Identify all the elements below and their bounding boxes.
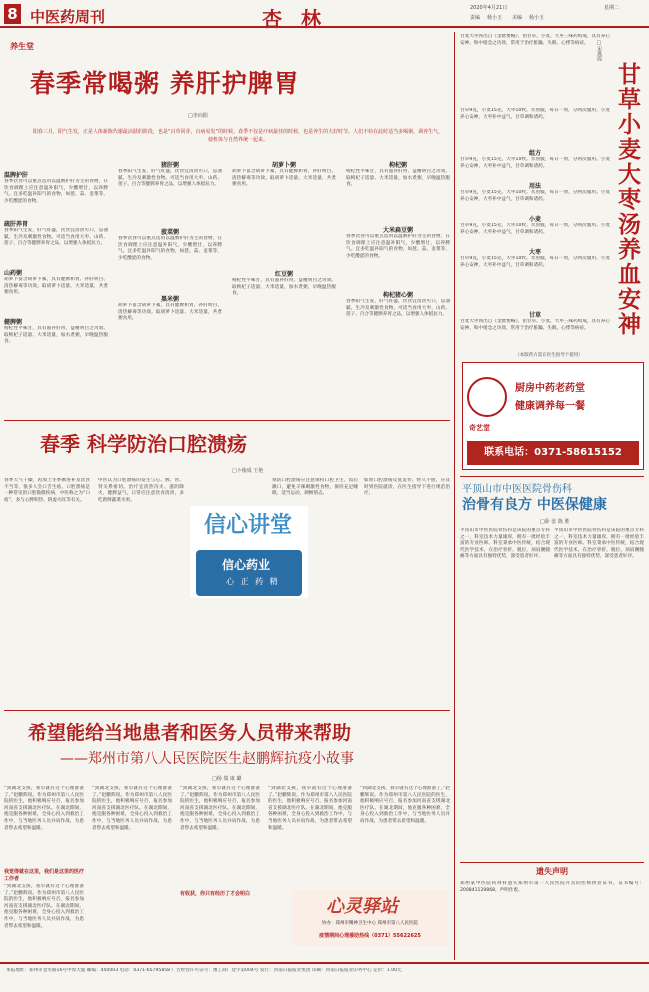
article1-col1-head1: 温脾护肝 [4,172,29,179]
notice [460,866,644,956]
article4-byline: □宋燕霞 [596,40,602,61]
hospital-logo-icon [467,377,507,417]
article1-col2-head3: 黑米粥 [160,296,179,303]
divider-4 [460,862,644,863]
article1-col2-head1: 猪肝粥 [160,162,179,169]
article1-title: 春季常喝粥 养肝护脾胃 [30,69,300,98]
hospital-logo-text: 奇艺堂 [469,424,490,432]
xinzhi-ad-brand: 信心药业 [222,558,271,572]
article1-col1-head2: 疏肝养胃 [4,221,29,228]
article1-col2-text2: 春季饮食可以重点选用以温脾护肝为主的食物，在饮食调理上应注意温补阳气，少酸增甘，以养脾气。宜多吃温补阳气的食物，如葱、蒜、韭菜等，少吃酸涩的食物。 [118,236,222,261]
article1-col4-head2: 大米扁豆粥 [382,227,413,234]
article4-intro: 甘麦大枣汤出自《金匮要略》，由甘草、小麦、大枣三味药组成，具有养心安神、和中缓急之功效，常用于治疗脏躁、失眠、心悸等病症。 [460,34,610,46]
article4-recipe-head2: 用法 [528,183,541,190]
article1-col2-text3: 胡萝卜富含胡萝卜素，具有健脾和胃、补肝明目、清热解毒等功效。取胡萝卜适量、大米适量，共煮粥食用。 [118,303,222,322]
article2-col2: 中医认为口腔溃疡的发生与心、脾、胃、肾关系密切。治疗宜清热泻火、滋阴降火、健脾益气。日常应注意饮食清淡，多吃新鲜蔬菜水果。 [98,478,184,503]
article1-col4 [346,160,450,410]
article2-title: 春季 科学防治口腔溃疡 [40,432,247,456]
xinzhi-ad-main: 信心讲堂 [204,513,293,538]
notice-body: 郑州某中医院药剂科遗失郑州市第一人民医院开具的医师执业证书，证书编号：200841120868，声明作废。 [460,881,644,893]
article1-col4-head1: 枸杞粥 [388,162,407,169]
season-tag: 养生堂 [10,42,34,51]
article1-body [4,160,450,410]
article1-col3-head2: 红豆粥 [274,271,293,278]
article1-col1-head3: 山药粥 [4,270,23,277]
article4-recipe-head3: 小麦 [528,216,541,223]
article4-recipe-text4: 甘草9克，小麦15克，大枣10枚。水煎服，每日一剂，分两次服用。小麦养心安神，大枣补中益气，甘草调和诸药。 [460,223,610,235]
article1-col4-text2: 春季饮食可以重点选用以温脾护肝为主的食物，在饮食调理上应注意温补阳气，少酸增甘，以养脾气。宜多吃温补阳气的食物，如葱、蒜、韭菜等，少吃酸涩的食物。 [346,234,450,259]
article1-col4-text1: 枸杞性平味甘，具有滋补肝肾、益精明目之功效。取枸杞子适量、大米适量，加水煮粥，早晚温热服食。 [346,169,450,188]
divider-1 [4,420,450,421]
masthead: 杏 林 [262,7,327,31]
article1-col4-head3: 枸杞猪心粥 [382,292,413,299]
article2-col1: 春季天气干燥，再加上冬季刚进补及饮食不当等，很多人会口舌生疮。口腔溃疡是一种常见的口腔黏膜疾病，中医称之为“口疮”，多与心脾积热、阴虚火旺等有关。 [4,478,90,503]
article1-col4-text3: 春季阳气生发，肝气旺盛，饮食宜清淡可口，忌油腻、生冷及刺激性食物。可适当食用大枣、山药、莲子、百合等健脾养胃之品，以增强人体抵抗力。 [346,299,450,318]
article3-title: 希望能给当地患者和医务人员带来帮助 [28,722,352,744]
article1-lead: 阳春三月，阳气生发，正是人体新陈代谢最活跃的阶段，也是“百草回芽，百病易发”的时候。春季不仅是疗病最佳的时候，也是养生的大好时节。人们不妨在此时适当多喝粥，调养生气，使机体与自然界统一起来。 [32,129,444,143]
article4-recipe-text1: 甘草9克，小麦15克，大枣10枚。水煎服，每日一剂，分两次服用。小麦养心安神，大枣补中益气，甘草调和诸药。 [460,108,610,120]
article1-col2-head2: 菠菜粥 [160,229,179,236]
column-divider [454,32,455,960]
article5-col1: 平顶山市中医医院骨伤科是该院的重点专科之一，科室技术力量雄厚，拥有一批经验丰富的专业医师。科室秉承中医传统，结合现代医学技术，在治疗骨折、脱位、颈肩腰腿痛等方面具有独特优势，深受患者好评。 [460,528,550,560]
article5-body [460,528,644,858]
article5-byline: □卧 张 陈 胜 [540,519,570,525]
page-header [0,0,649,31]
article3-col5: “到湖北支援，我早就有这个心理准备了。”赵鹏辉说。作为郑州市第八人民医院的医生，他积极响应号召，报名参加河南省支援湖北医疗队。在湖北期间，他克服各种困难，全身心投入到救治工作中，与当地医务人员并肩作战，为患者带去希望和温暖。 [360,786,450,824]
article4-recipe-text2: 甘草9克，小麦15克，大枣10枚。水煎服，每日一剂，分两次服用。小麦养心安神，大枣补中益气，甘草调和诸药。 [460,157,610,169]
article1-col1-head4: 健脾粥 [4,319,23,326]
hospital-name-line1: 厨房中药老药堂 [515,383,585,394]
article3-subtitle: ——郑州市第八人民医院医生赵鹏辉抗疫小故事 [60,751,354,767]
designer-label: 美编 [512,15,523,21]
article3-col1-b: “到湖北支援，我早就有这个心理准备了。”赵鹏辉说。作为郑州市第八人民医院的医生，他积极响应号召，报名参加河南省支援湖北医疗队。在湖北期间，他克服各种困难，全身心投入到救治工作中，与当地医务人员并肩作战，为患者带去希望和温暖。 [4,884,84,929]
article3-col2: “到湖北支援，我早就有这个心理准备了。”赵鹏辉说。作为郑州市第八人民医院的医生，他积极响应号召，报名参加河南省支援湖北医疗队。在湖北期间，他克服各种困难，全身心投入到救治工作中，与当地医务人员并肩作战，为患者带去希望和温暖。 [92,786,172,831]
footer-text: 本报地址：郑州市金水路16号中原大厦 邮编：450003 电话：0371-65795858 广告经营许可证号：豫工商广登字第004号 发行：河南日报报业集团 印刷：河南日报报业印务中心 定价：1.00元 [6,968,402,973]
article1-col3-text1: 胡萝卜富含胡萝卜素，具有健脾和胃、补肝明目、清热解毒等功效。取胡萝卜适量、大米适量，共煮粥食用。 [232,169,336,188]
editor-name: 杨小玉 [487,15,503,21]
article3-col3-a: “到湖北支援，我早就有这个心理准备了。”赵鹏辉说。作为郑州市第八人民医院的医生，他积极响应号召，报名参加河南省支援湖北医疗队。在湖北期间，他克服各种困难，全身心投入到救治工作中，与当地医务人员并肩作战，为患者带去希望和温暖。 [180,786,260,831]
article3-pull-heading: 我觉得就在这里，我们是这里的医疗工作者 [4,869,85,882]
hospital-name-line2: 健康调养每一餐 [515,401,585,412]
article2-col4: 如果口腔溃疡反复发作、经久不愈，应及时到医院就诊，在医生指导下进行规范治疗。 [364,478,450,497]
article1-col3-text2: 枸杞性平味甘，具有滋补肝肾、益精明目之功效。取枸杞子适量、大米适量，加水煮粥，早晚温热服食。 [232,278,336,297]
article4-recipe-head1: 组方 [528,150,541,157]
article1-col3-head1: 胡萝卜粥 [271,162,296,169]
article1-col1-text3: 胡萝卜富含胡萝卜素，具有健脾和胃、补肝明目、清热解毒等功效。取胡萝卜适量、大米适量，共煮粥食用。 [4,277,108,296]
article4-note: （本版药方需在医生指导下使用） [515,353,583,358]
article1-col1 [4,160,108,410]
designer-name: 杨小玉 [529,15,545,21]
article3-pull-heading-2: 有收获，你只有经历了才会明白 [180,891,251,897]
article4-recipe-text5: 甘草9克，小麦15克，大枣10枚。水煎服，每日一剂，分两次服用。小麦养心安神，大枣补中益气，甘草调和诸药。 [460,256,610,268]
section-name: 中医药周刊 [30,8,106,26]
page-footer [0,962,649,992]
xinzhi-ad-banner [196,550,302,596]
article3-byline: □杨 瑞 康 璐 [212,776,242,782]
article4-recipe-head4: 大枣 [528,249,541,256]
article1-col3 [232,160,336,410]
notice-title: 遗失声明 [536,867,568,876]
article4-recipe-more [460,310,610,349]
page-number: 8 [4,4,21,24]
article4-recipe-head5: 甘草 [528,312,541,319]
hospital-contact: 联系电话：0371-58615152 [467,441,639,465]
xinzhi-ad-slogan: 心 正 药 精 [226,577,280,586]
article1-col2-text1: 春季阳气生发，肝气旺盛，饮食宜清淡可口，忌油腻、生冷及刺激性食物。可适当食用大枣、山药、莲子、百合等健脾养胃之品，以增强人体抵抗力。 [118,169,222,188]
article1-col2 [118,160,222,410]
article4-title: 甘草小麦大枣汤养血安神 [614,62,641,337]
article3-col4: “到湖北支援，我早就有这个心理准备了。”赵鹏辉说。作为郑州市第八人民医院的医生，他积极响应号召，报名参加河南省支援湖北医疗队。在湖北期间，他克服各种困难，全身心投入到救治工作中，与当地医务人员并肩作战，为患者带去希望和温暖。 [268,786,352,831]
xinling-ad-main: 心灵驿站 [326,896,398,917]
article4-recipe-text3: 甘草9克，小麦15克，大枣10枚。水煎服，每日一剂，分两次服用。小麦养心安神，大枣补中益气，甘草调和诸药。 [460,190,610,202]
issue-weekday: 星期二 [604,5,620,11]
article4-recipe [460,108,610,308]
issue-date: 2020年4月21日 [470,5,508,11]
divider-3 [460,476,644,477]
article3-col1-a: “到湖北支援，我早就有这个心理准备了。”赵鹏辉说。作为郑州市第八人民医院的医生，他积极响应号召，报名参加河南省支援湖北医疗队。在湖北期间，他克服各种困难，全身心投入到救治工作中，与当地医务人员并肩作战，为患者带去希望和温暖。 [4,786,84,831]
xinling-ad-sponsor: 协办：郑州市精神卫生中心 郑州市第八人民医院 [322,921,418,926]
divider-2 [4,710,450,711]
article2-col3: 预防口腔溃疡应注意保持口腔卫生，饭后漱口，避免辛辣刺激性食物，保持充足睡眠，适当运动，调畅情志。 [272,478,358,497]
editor-label: 责编 [470,15,481,21]
article2-byline: □卜俊成 王艳 [232,468,264,474]
xinzhi-ad [190,506,308,598]
xinling-ad [292,890,448,946]
article1-byline: □李向阳 [188,113,208,119]
article5-col2: 平顶山市中医医院骨伤科是该院的重点专科之一，科室技术力量雄厚，拥有一批经验丰富的专业医师。科室秉承中医传统，结合现代医学技术，在治疗骨折、脱位、颈肩腰腿痛等方面具有独特优势，深受患者好评。 [554,528,644,560]
article1-col1-text2: 春季阳气生发，肝气旺盛，饮食宜清淡可口，忌油腻、生冷及刺激性食物。可适当食用大枣、山药、莲子、百合等健脾养胃之品，以增强人体抵抗力。 [4,228,108,247]
article5-title: 治骨有良方 中医保健康 [462,497,607,513]
xinling-ad-hotline: 疫情期间心理援助热线（0371）55622625 [319,933,421,939]
article1-col1-text1: 春季饮食可以重点选用以温脾护肝为主的食物，在饮食调理上应注意温补阳气，少酸增甘，以养脾气。宜多吃温补阳气的食物，如葱、蒜、韭菜等，少吃酸涩的食物。 [4,179,108,204]
article5-title-small: 平顶山市中医医院骨伤科 [462,484,572,495]
hospital-ad [462,362,644,470]
article1-col1-text4: 枸杞性平味甘，具有滋补肝肾、益精明目之功效。取枸杞子适量、大米适量，加水煮粥，早晚温热服食。 [4,326,108,345]
article4-recipe-text6: 甘麦大枣汤出自《金匮要略》，由甘草、小麦、大枣三味药组成，具有养心安神、和中缓急之功效，常用于治疗脏躁、失眠、心悸等病症。 [460,319,610,331]
